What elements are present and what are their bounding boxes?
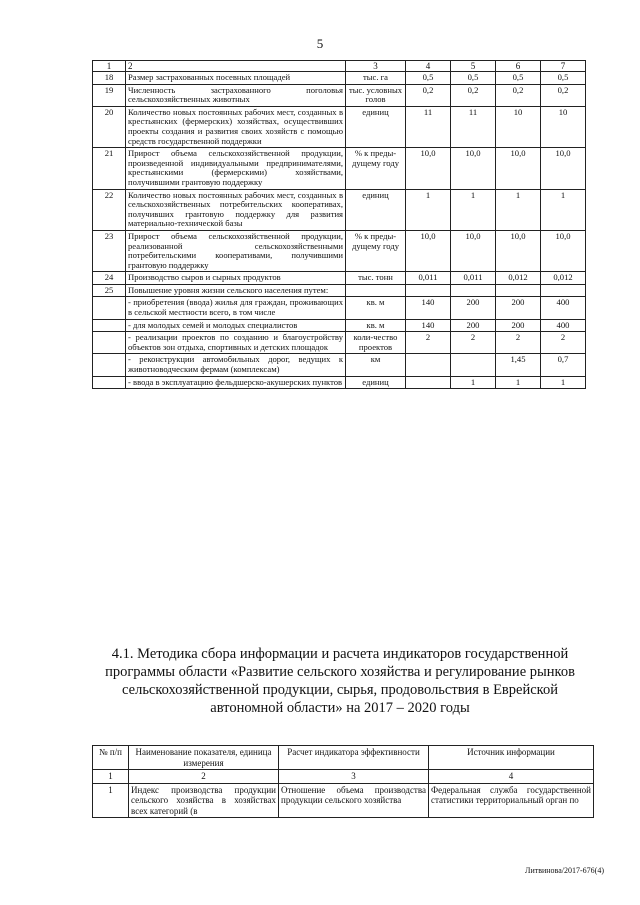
row-number: 18 — [93, 72, 126, 85]
row-number — [93, 376, 126, 389]
value-2019: 10 — [496, 106, 541, 147]
indicator-name: - для молодых семей и молодых специалистов — [126, 319, 346, 332]
table1-row — [93, 319, 586, 332]
unit: тыс. га — [346, 72, 406, 85]
table2-number-cell: 4 — [429, 770, 594, 784]
indicator-name: Прирост объема сельскохозяйственной продукции, произведенной индивидуальными предпринимателями, крестьянскими (фермерскими) хозяйствами, получившими грантовую поддержку — [126, 148, 346, 189]
unit: единиц — [346, 106, 406, 147]
row-number — [93, 319, 126, 332]
value-2018: 1 — [451, 376, 496, 389]
value-2017: 2 — [406, 332, 451, 354]
table1-row — [93, 354, 586, 376]
table1-header-cell: 1 — [93, 61, 126, 72]
table1-header-cell: 7 — [541, 61, 586, 72]
unit: тыс. тонн — [346, 272, 406, 285]
row-number: 24 — [93, 272, 126, 285]
table1-row — [93, 297, 586, 319]
table1-header-cell: 5 — [451, 61, 496, 72]
value-2017: 0,5 — [406, 72, 451, 85]
indicator-name: Количество новых постоянных рабочих мест, созданных в крестьянских (фермерских) хозяйствах, осуществивших проекты создания и развития своих хозяйств с помощью средств государственной поддержки — [126, 106, 346, 147]
unit: единиц — [346, 376, 406, 389]
page-number: 5 — [316, 36, 324, 51]
indicators-table — [92, 60, 586, 389]
value-2017: 0,2 — [406, 84, 451, 106]
unit: коли-чество проектов — [346, 332, 406, 354]
value-2017: 10,0 — [406, 148, 451, 189]
table2-number-cell: 1 — [93, 770, 129, 784]
value-2018: 0,5 — [451, 72, 496, 85]
indicator-name: - реконструкции автомобильных дорог, ведущих к животноводческим фермам (комплексам) — [126, 354, 346, 376]
value-2017: 140 — [406, 319, 451, 332]
value-2018 — [451, 354, 496, 376]
indicator-name: Количество новых постоянных рабочих мест, созданных в сельскохозяйственных потребительских кооперативах, получивших грантовую поддержку для развития материально-технической базы — [126, 189, 346, 230]
section-heading: 4.1. Методика сбора информации и расчета индикаторов государственной программы области «Развитие сельского хозяйства и регулирование рынков сельскохозяйственной продукции, сырья, продовольствия в Еврейской автономной области» на 2017 – 2020 годы — [105, 646, 575, 716]
table2-number-cell: 2 — [129, 770, 279, 784]
row-number: 23 — [93, 230, 126, 271]
table2-number-row — [93, 770, 594, 784]
value-2020: 10,0 — [541, 230, 586, 271]
indicator-name: Повышение уровня жизни сельского населения путем: — [126, 284, 346, 297]
value-2020: 0,7 — [541, 354, 586, 376]
row-number — [93, 354, 126, 376]
row-number: 21 — [93, 148, 126, 189]
value-2017: 1 — [406, 189, 451, 230]
unit: кв. м — [346, 297, 406, 319]
value-2020: 2 — [541, 332, 586, 354]
table2-row-name: Индекс производства продукции сельского хозяйства в хозяйствах всех категорий (в — [129, 783, 279, 818]
value-2019: 2 — [496, 332, 541, 354]
row-number: 20 — [93, 106, 126, 147]
table2-number-cell: 3 — [279, 770, 429, 784]
value-2018 — [451, 284, 496, 297]
table2-row-num: 1 — [93, 783, 129, 818]
value-2017 — [406, 376, 451, 389]
table1-header-cell: 3 — [346, 61, 406, 72]
value-2020: 10,0 — [541, 148, 586, 189]
value-2019 — [496, 284, 541, 297]
value-2019: 10,0 — [496, 230, 541, 271]
value-2018: 2 — [451, 332, 496, 354]
row-number: 19 — [93, 84, 126, 106]
footer-code: Литвинова/2017-676(4) — [525, 866, 604, 875]
value-2017: 0,011 — [406, 272, 451, 285]
value-2020: 1 — [541, 189, 586, 230]
unit: км — [346, 354, 406, 376]
value-2017 — [406, 284, 451, 297]
table2-row-calc: Отношение объема производства продукции сельского хозяйства — [279, 783, 429, 818]
table1-row — [93, 230, 586, 271]
value-2020: 400 — [541, 319, 586, 332]
value-2019: 1 — [496, 376, 541, 389]
unit: единиц — [346, 189, 406, 230]
value-2018: 0,2 — [451, 84, 496, 106]
table1-row — [93, 332, 586, 354]
table2-header-cell: № п/п — [93, 746, 129, 770]
table2-header-cell: Источник информации — [429, 746, 594, 770]
indicator-name: Прирост объема сельскохозяйственной продукции, реализованной сельскохозяйственными потребительскими кооперативами, получившими грантовую поддержку — [126, 230, 346, 271]
indicator-name: Производство сыров и сырных продуктов — [126, 272, 346, 285]
indicator-name: Размер застрахованных посевных площадей — [126, 72, 346, 85]
indicator-name: - приобретения (ввода) жилья для граждан, проживающих в сельской местности всего, в том числе — [126, 297, 346, 319]
value-2018: 1 — [451, 189, 496, 230]
value-2020: 0,5 — [541, 72, 586, 85]
value-2018: 10,0 — [451, 148, 496, 189]
value-2019: 200 — [496, 297, 541, 319]
table1-header-cell: 6 — [496, 61, 541, 72]
table1-row — [93, 284, 586, 297]
value-2019: 10,0 — [496, 148, 541, 189]
unit — [346, 284, 406, 297]
value-2018: 0,011 — [451, 272, 496, 285]
value-2020 — [541, 284, 586, 297]
row-number — [93, 297, 126, 319]
value-2020: 0,012 — [541, 272, 586, 285]
table1-header-cell: 2 — [126, 61, 346, 72]
value-2017: 140 — [406, 297, 451, 319]
table2-row-source: Федеральная служба государственной статистики территориальный орган по — [429, 783, 594, 818]
table2-header-cell: Расчет индикатора эффективности — [279, 746, 429, 770]
value-2018: 200 — [451, 297, 496, 319]
unit: % к преды-дущему году — [346, 148, 406, 189]
indicator-name: Численность застрахованного поголовья сельскохозяйственных животных — [126, 84, 346, 106]
value-2017: 10,0 — [406, 230, 451, 271]
value-2019: 1,45 — [496, 354, 541, 376]
value-2019: 1 — [496, 189, 541, 230]
table1-row — [93, 272, 586, 285]
table1-header-row — [93, 61, 586, 72]
indicator-name: - ввода в эксплуатацию фельдшерско-акушерских пунктов — [126, 376, 346, 389]
value-2017 — [406, 354, 451, 376]
table2-row — [93, 783, 594, 818]
unit: % к преды-дущему году — [346, 230, 406, 271]
value-2019: 0,2 — [496, 84, 541, 106]
value-2018: 200 — [451, 319, 496, 332]
row-number — [93, 332, 126, 354]
value-2020: 10 — [541, 106, 586, 147]
row-number: 22 — [93, 189, 126, 230]
table1-row — [93, 72, 586, 85]
value-2018: 10,0 — [451, 230, 496, 271]
value-2020: 0,2 — [541, 84, 586, 106]
value-2020: 400 — [541, 297, 586, 319]
table1-row — [93, 376, 586, 389]
indicator-name: - реализации проектов по созданию и благоустройству объектов зон отдыха, спортивных и детских площадок — [126, 332, 346, 354]
value-2019: 0,5 — [496, 72, 541, 85]
table1-header-cell: 4 — [406, 61, 451, 72]
value-2017: 11 — [406, 106, 451, 147]
row-number: 25 — [93, 284, 126, 297]
table1-row — [93, 148, 586, 189]
table2-header-cell: Наименование показателя, единица измерения — [129, 746, 279, 770]
table2-header-row — [93, 746, 594, 770]
unit: кв. м — [346, 319, 406, 332]
value-2020: 1 — [541, 376, 586, 389]
value-2018: 11 — [451, 106, 496, 147]
methodology-table — [92, 745, 594, 818]
table1-row — [93, 106, 586, 147]
value-2019: 0,012 — [496, 272, 541, 285]
unit: тыс. условных голов — [346, 84, 406, 106]
table1-row — [93, 189, 586, 230]
value-2019: 200 — [496, 319, 541, 332]
table1-row — [93, 84, 586, 106]
